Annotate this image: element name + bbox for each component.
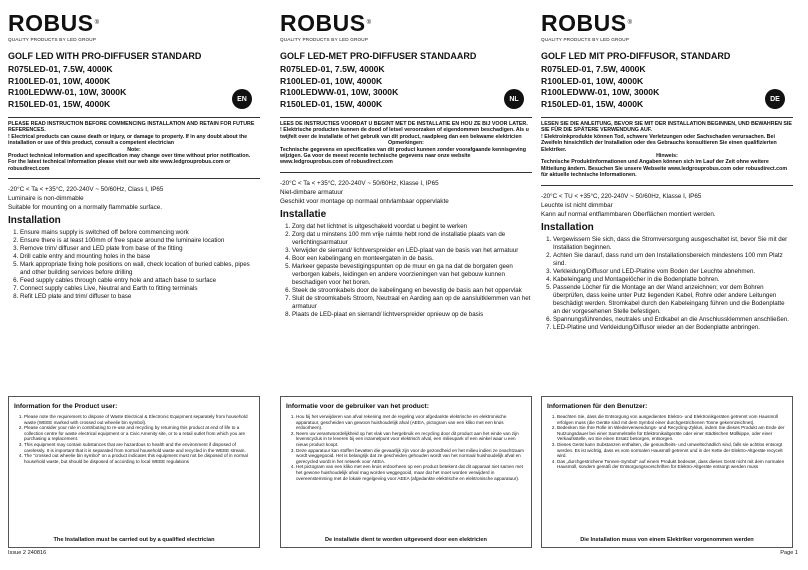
spec-line: -20°C < Ta < +35°C, 220-240V ~ 50/60Hz, Klasse I, IP65 xyxy=(280,179,439,187)
warning-block xyxy=(280,117,532,166)
step: 8. Plaats de LED-plaat en sierrand/ lichtverspreider opnieuw op de basis xyxy=(292,311,532,319)
step: 5. Passende Löcher für die Montage an der Wand anzeichnen; vor dem Bohren überprüfen, dass keine unter Putz liegenden Kabel, Rohre oder andere Leitungen beschädigt werden. Stromkabel durch den Kabeleingang führen und die Bodenplatte an der vorgesehenen Stelle befestigen. xyxy=(553,284,793,316)
model-list xyxy=(280,64,532,110)
tagline: QUALITY PRODUCTS BY LED GROUP xyxy=(280,37,369,42)
spec-line: Leuchte ist nicht dimmbar xyxy=(541,201,613,209)
installation-heading: Installation xyxy=(8,215,61,227)
info-list xyxy=(296,414,526,481)
step: 1. Ensure mains supply is switched off before commencing work xyxy=(20,229,260,237)
step: 7. Sluit de stroomkabels Stroom, Neutraal en Aarding aan op de aansluitklemmen van het armatuur xyxy=(292,295,532,311)
step: 5. Markeer gepaste bevestigingspunten op de muur en ga na dat de borgaten geen verborgen kabels, leidingen en andere voorzieningen van het gebouw kunnen beschadigen voor het boren. xyxy=(292,263,532,287)
column-en xyxy=(8,12,260,301)
installer-note: Die Installation muss von einem Elektriker vorgenommen werden xyxy=(580,537,754,543)
installation-heading: Installatie xyxy=(280,208,327,220)
spec-line: -20°C < Ta < +35°C, 220-240V ~ 50/60Hz, Class I, IP65 xyxy=(8,186,164,194)
spec-line: -20°C < TU < +35°C, 220-240V ~ 50/60Hz, Klasse I, IP65 xyxy=(541,192,702,200)
step: 3. Verkleidung/Diffusor und LED-Platine vom Boden der Leuchte abnehmen. xyxy=(553,268,793,276)
note-text: Technische gegevens en specificaties van dit product kunnen zonder voorafgaande kennisgeving wijzigen. Ga voor de meest recente technische gegevens naar onze website www.ledgrouprobus.com of robusdirect.com xyxy=(280,146,526,166)
product-user-info-en xyxy=(8,396,260,548)
language-badge: EN xyxy=(232,89,252,109)
warning-heading: LESEN SIE DIE ANLEITUNG, BEVOR SIE MIT DER INSTALLATION BEGINNEN, UND BEWAHREN SIE SIE FÜR DIE SPÄTERE VERWENDUNG AUF. xyxy=(541,121,792,134)
step: 6. Spannungsführendes, neutrales und Erdkabel an die Anschlussklemmen anschließen. xyxy=(553,316,793,324)
spec-line: Luminaire is non-dimmable xyxy=(8,195,84,203)
info-list xyxy=(557,414,787,470)
tagline: QUALITY PRODUCTS BY LED GROUP xyxy=(541,37,630,42)
note-heading: Note: xyxy=(127,146,141,153)
warning-text: ! Elektrische producten kunnen de dood of letsel veroorzaken of eigendommen beschadigen. Als u twijfelt over de installatie of het gebruik van dit product, raadpleeg dan een bekwame elektricien xyxy=(280,127,529,140)
installation-steps xyxy=(553,236,793,332)
info-item: 4. Das „durchgestrichene Tonnen-Symbol“ auf einem Produkt bedeutet, dass dieses Gerät nicht mit dem normalen Hausmüll, sondern gemäß der Entsorgungsvorschriften für Elektro-Altgeräte entsorgt werden muss xyxy=(557,459,787,470)
product-title: GOLF LED-MET PRO-DIFFUSER STANDAARD xyxy=(280,51,477,61)
model-line: R150LED-01, 15W, 4000K xyxy=(8,98,111,109)
info-item: 2. Neem uw verantwoordelijkheid op het vlak van hergebruik en recycling door dit product aan het einde van zijn levenscyclus in te leveren bij een inzamelpunt voor elektrisch afval, een milieupark of een winkel waar u een nieuw product koopt. xyxy=(296,431,526,448)
info-item: 1. Beachten Sie, dass die Entsorgung von ausgedienten Elektro- und Elektronikgeräten getrennt vom Hausmüll erfolgen muss (die Geräte sind mit dem Symbol einer durchgestrichenen Tonne gekennzeichnet). xyxy=(557,414,787,425)
info-item: 4. Het pictogram van een kliko met een kruis erdoorheen op een product betekent dat dit apparaat niet samen met het gewone huishoudelijk afval mag worden weggegooid, maar dat het moet worden verwijderd in overeenstemming met de lokale regelgeving voor AEEA (afgedankte elektrische en elektronische apparatuur). xyxy=(296,464,526,481)
language-badge: NL xyxy=(504,89,524,109)
model-line: R100LED-01, 10W, 4000K xyxy=(280,75,383,86)
spec-block xyxy=(541,185,793,219)
info-heading: Informatie voor de gebruiker van het product: xyxy=(286,403,429,410)
info-item: 1. Hou bij het verwijderen van afval rekening met de regeling voor afgedankte elektrische en elektronische apparatuur, gescheiden van gewoon huishoudelijk afval (AEEA, pictogram van een kliko met een kruis erdoorheen). xyxy=(296,414,526,431)
model-line: R150LED-01, 15W, 4000K xyxy=(541,98,644,109)
step: 6. Feed supply cables through cable entry hole and attach base to surface xyxy=(20,277,260,285)
model-line: R150LED-01, 15W, 4000K xyxy=(280,98,383,109)
product-user-info-nl xyxy=(280,396,532,548)
step: 7. Connect supply cables Live, Neutral and Earth to fitting terminals xyxy=(20,285,260,293)
model-list xyxy=(8,64,260,110)
model-line: R075LED-01, 7.5W, 4000K xyxy=(280,64,385,74)
column-de xyxy=(541,12,793,332)
info-list xyxy=(24,414,254,464)
info-heading: Information for the Product user: xyxy=(14,403,118,410)
model-line: R100LED-01, 10W, 4000K xyxy=(541,75,644,86)
model-list xyxy=(541,64,793,110)
model-line: R075LED-01, 7.5W, 4000K xyxy=(8,64,113,74)
note-text: Technische Produktinformationen und Angaben können sich im Lauf der Zeit ohne weitere Mitteilung ändern. Besuchen Sie unsere Webseite www.ledgrouprobus.com oder robusdirect.com für aktuelle technische Informationen. xyxy=(541,159,788,179)
page-number: Page 1 xyxy=(780,550,798,556)
info-item: 3. Deze apparatuur kan stoffen bevatten die gevaarlijk zijn voor de gezondheid en het milieu indien ze onachtzaam wordt weggegooid. Het is belangrijk dat ze gescheiden gehouden wordt van het normaal huishoudelijk afval en gerecycled wordt in het netwerk voor AEEA. xyxy=(296,448,526,465)
tagline: QUALITY PRODUCTS BY LED GROUP xyxy=(8,37,97,42)
info-heading: Informationen für den Benutzer: xyxy=(547,403,648,410)
product-user-info-de xyxy=(541,396,793,548)
note-heading: Opmerkingen: xyxy=(388,140,424,147)
model-line: R100LEDWW-01, 10W, 3000K xyxy=(541,87,660,97)
robus-logo: ROBUS® xyxy=(8,10,100,36)
language-badge: DE xyxy=(765,89,785,109)
warning-heading: LEES DE INSTRUCTIES VOORDAT U BEGINT MET DE INSTALLATIE EN HOU ZE BIJ VOOR LATER. xyxy=(280,121,528,127)
installer-note: De installatie dient te worden uitgevoerd door een elektricien xyxy=(325,537,487,543)
model-line: R075LED-01, 7.5W, 4000K xyxy=(541,64,646,74)
info-item: 2. Bedenken Sie Ihre Rolle im Wiederverwendungs- und Recycling-Zyklus, indem Sie dieses Produkt am Ende der Nutzungsdauer bei einer Sammelstelle für Elektronikaltgeräte oder einer städtischen Müllkippe, oder einer Verkaufsstelle, wo Sie einen Ersatz besorgen, entsorgen. xyxy=(557,425,787,442)
spec-line: Geschikt voor montage op normaal ontvlambaar oppervlakte xyxy=(280,197,449,205)
warning-heading: PLEASE READ INSTRUCTION BEFORE COMMENCING INSTALLATION AND RETAIN FOR FUTURE REFERENCES. xyxy=(8,121,255,134)
column-nl xyxy=(280,12,532,319)
model-line: R100LEDWW-01, 10W, 3000K xyxy=(8,87,127,97)
step: 7. LED-Platine und Verkleidung/Diffusor wieder an der Bodenplatte anbringen. xyxy=(553,324,793,332)
step: 5. Mark appropriate fixing hole positions on wall, check location of buried cables, pipes and other building services before drilling xyxy=(20,261,260,277)
info-item: 3. Dieses Gerät kann Substanzen enthalten, die gesundheits- und umweltschädlich sind, falls sie achtlos entsorgt werden. Es ist wichtig, dass es vom normalen Hausmüll getrennt und in der Kette der Elektro-Altgeräte recycelt wird. xyxy=(557,442,787,459)
step: 2. Ensure there is at least 100mm of free space around the luminaire location xyxy=(20,237,260,245)
installation-steps xyxy=(20,229,260,301)
product-title: GOLF LED WITH PRO-DIFFUSER STANDARD xyxy=(8,51,202,61)
installation-heading: Installation xyxy=(541,221,594,233)
step: 4. Drill cable entry and mounting holes in the base xyxy=(20,253,260,261)
step: 4. Boor een kabelingang en monteergaten in de basis. xyxy=(292,255,532,263)
warning-text: ! Electrical products can cause death or injury, or damage to property. If in any doubt about the installation or use of this product, consult a competent electrician xyxy=(8,133,248,147)
issue-number: Issue 2 240816 xyxy=(8,550,47,556)
step: 2. Zorg dat u minstens 100 mm vrije ruimte hebt rond de installatie plaats van de verlichtingsarmatuur xyxy=(292,231,532,247)
installer-note: The Installation must be carried out by a qualified electrician xyxy=(53,537,215,543)
note-text: Product technical information and specification may change over time without prior notification. For the latest technical information please visit our web site www.ledgrouprobus.com or robusdirect.com xyxy=(8,153,251,172)
step: 1. Vergewissern Sie sich, dass die Stromversorgung ausgeschaltet ist, bevor Sie mit der Installation beginnen. xyxy=(553,236,793,252)
info-item: 3. This equipment may contain substances that are hazardous to health and the environment if disposed of carelessly. It is important that it is separated from normal household waste and recycled in the WEEE stream. xyxy=(24,442,254,453)
info-item: 2. Please consider your role in contributing to re-use and recycling by returning this product at end of life to a collection centre for waste electrical equipment or a Civic Amenity site, or to a retail outlet from which you are purchasing a replacement. xyxy=(24,425,254,442)
info-item: 1. Please note the requirement to dispose of Waste Electrical & Electronic Equipment separately from household waste (WEEE marked with crossed out wheelie bin symbol). xyxy=(24,414,254,425)
step: 2. Achten Sie darauf, dass rund um den Installationsbereich mindestens 100 mm Platz sind. xyxy=(553,252,793,268)
info-item: 4. The "crossed out wheelie bin symbol" on a product indicates this equipment must not be disposed of in normal household waste, but should be disposed of according to local WEEE regulations xyxy=(24,453,254,464)
model-line: R100LEDWW-01, 10W, 3000K xyxy=(280,87,399,97)
model-line: R100LED-01, 10W, 4000K xyxy=(8,75,111,86)
spec-line: Kann auf normal entflammbaren Oberflächen montiert werden. xyxy=(541,210,716,218)
note-heading: Hinweis: xyxy=(656,153,678,160)
installation-steps xyxy=(292,223,532,319)
step: 1. Zorg dat het lichtnet is uitgeschakeld voordat u begint te werken xyxy=(292,223,532,231)
spec-line: Suitable for mounting on a normally flammable surface. xyxy=(8,204,163,212)
step: 6. Steek de stroomkabels door de kabelingang en bevestig de basis aan het oppervlak xyxy=(292,287,532,295)
robus-logo: ROBUS® xyxy=(280,10,372,36)
warning-text: ! Elektroinkprodukte können Tod, schwere Verletzungen oder Sachschaden verursachen. Bei Zweifeln hinsichtlich der Installation oder des Gebrauchs konsultieren Sie einen qualifizierten Elektriker. xyxy=(541,133,777,153)
warning-block xyxy=(541,117,793,179)
step: 4. Kabeleingang und Montagelöcher in die Bodenplatte bohren. xyxy=(553,276,793,284)
step: 3. Remove trim/ diffuser and LED plate from base of the fitting xyxy=(20,245,260,253)
robus-logo: ROBUS® xyxy=(541,10,633,36)
spec-line: Niet-dimbare armatuur xyxy=(280,188,343,196)
warning-block xyxy=(8,117,260,172)
spec-block xyxy=(280,172,532,206)
step: 8. Refit LED plate and trim/ diffuser to base xyxy=(20,293,260,301)
step: 3. Verwijder de sierrand/ lichtverspreider en LED-plaat van de basis van het armatuur xyxy=(292,247,532,255)
spec-block xyxy=(8,178,260,212)
product-title: GOLF LED MIT PRO-DIFFUSOR, STANDARD xyxy=(541,51,731,61)
